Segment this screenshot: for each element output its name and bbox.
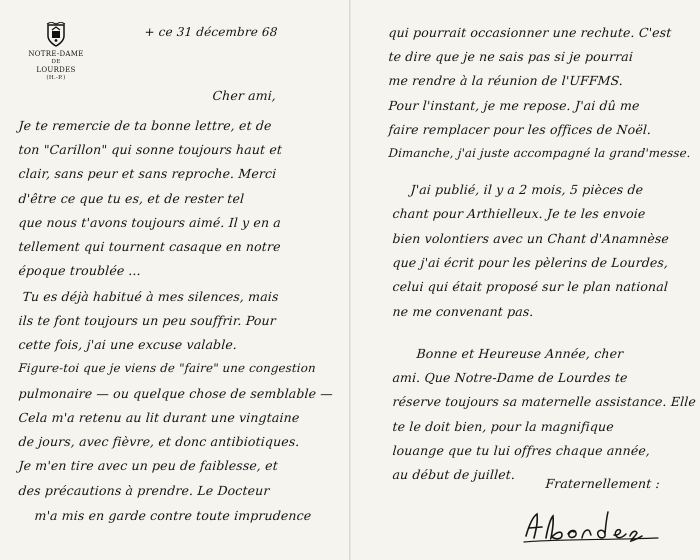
right-line-12: ne me convenant pas. [392, 304, 535, 319]
left-line-14: de jours, avec fièvre, et donc antibiotiques. [18, 434, 301, 449]
right-line-1: qui pourrait occasionner une rechute. C'est [388, 25, 673, 40]
right-line-7: J'ai publié, il y a 2 mois, 5 pièces de [410, 182, 644, 197]
left-line-7: époque troublée ... [18, 263, 142, 278]
coat-of-arms-icon [43, 22, 69, 48]
right-line-14: ami. Que Notre-Dame de Lourdes te [392, 370, 629, 385]
right-line-2: te dire que je ne sais pas si je pourrai [388, 49, 634, 64]
letterhead-line-4: (H.-P.) [46, 75, 66, 81]
letterhead [22, 22, 90, 82]
left-line-3: clair, sans peur et sans reproche. Merci [18, 166, 277, 181]
right-line-17: louange que tu lui offres chaque année, [392, 443, 651, 458]
right-line-8: chant pour Arthielleux. Je te les envoie [392, 206, 647, 221]
left-line-11: Figure-toi que je viens de "faire" une congestion [18, 361, 317, 375]
letterhead-line-1: NOTRE-DAME [28, 50, 84, 58]
right-line-3: me rendre à la réunion de l'UFFMS. [388, 73, 624, 88]
right-line-10: que j'ai écrit pour les pèlerins de Lourdes, [392, 255, 669, 270]
letterhead-line-3: LOURDES [36, 66, 76, 74]
left-line-17: m'a mis en garde contre toute imprudence [34, 508, 312, 523]
right-line-6: Dimanche, j'ai juste accompagné la grand'messe. [388, 146, 692, 160]
left-line-13: Cela m'a retenu au lit durant une vingtaine [18, 410, 300, 425]
right-line-16: te le doit bien, pour la magnifique [392, 419, 615, 434]
page-fold [349, 0, 351, 560]
left-line-8: Tu es déjà habitué à mes silences, mais [22, 289, 280, 304]
left-line-16: des précautions à prendre. Le Docteur [18, 483, 271, 498]
handwritten-signature [518, 508, 668, 544]
right-line-11: celui qui était proposé sur le plan national [392, 279, 669, 294]
letter-date: + ce 31 décembre 68 [144, 25, 279, 39]
left-line-5: que nous t'avons toujours aimé. Il y en a [18, 215, 282, 230]
left-line-6: tellement qui tournent casaque en notre [18, 239, 282, 254]
right-line-13: Bonne et Heureuse Année, cher [416, 346, 624, 361]
right-line-15: réserve toujours sa maternelle assistance. Elle [392, 394, 697, 409]
letterhead-line-2: DE [51, 59, 61, 65]
left-line-9: ils te font toujours un peu souffrir. Pour [18, 313, 277, 328]
right-line-9: bien volontiers avec un Chant d'Anamnèse [392, 231, 670, 246]
closing: Fraternellement : [545, 476, 661, 491]
left-line-15: Je m'en tire avec un peu de faiblesse, et [18, 458, 279, 473]
right-line-18: au début de juillet. [392, 467, 516, 482]
left-line-12: pulmonaire — ou quelque chose de semblable — [18, 386, 334, 401]
left-line-2: ton "Carillon" qui sonne toujours haut et [18, 142, 283, 157]
right-line-4: Pour l'instant, je me repose. J'ai dû me [388, 98, 641, 113]
left-line-1: Je te remercie de ta bonne lettre, et de [18, 118, 273, 133]
salutation: Cher ami, [212, 88, 277, 103]
right-line-5: faire remplacer pour les offices de Noël. [388, 122, 652, 137]
left-line-4: d'être ce que tu es, et de rester tel [18, 191, 245, 206]
left-line-10: cette fois, j'ai une excuse valable. [18, 337, 238, 352]
